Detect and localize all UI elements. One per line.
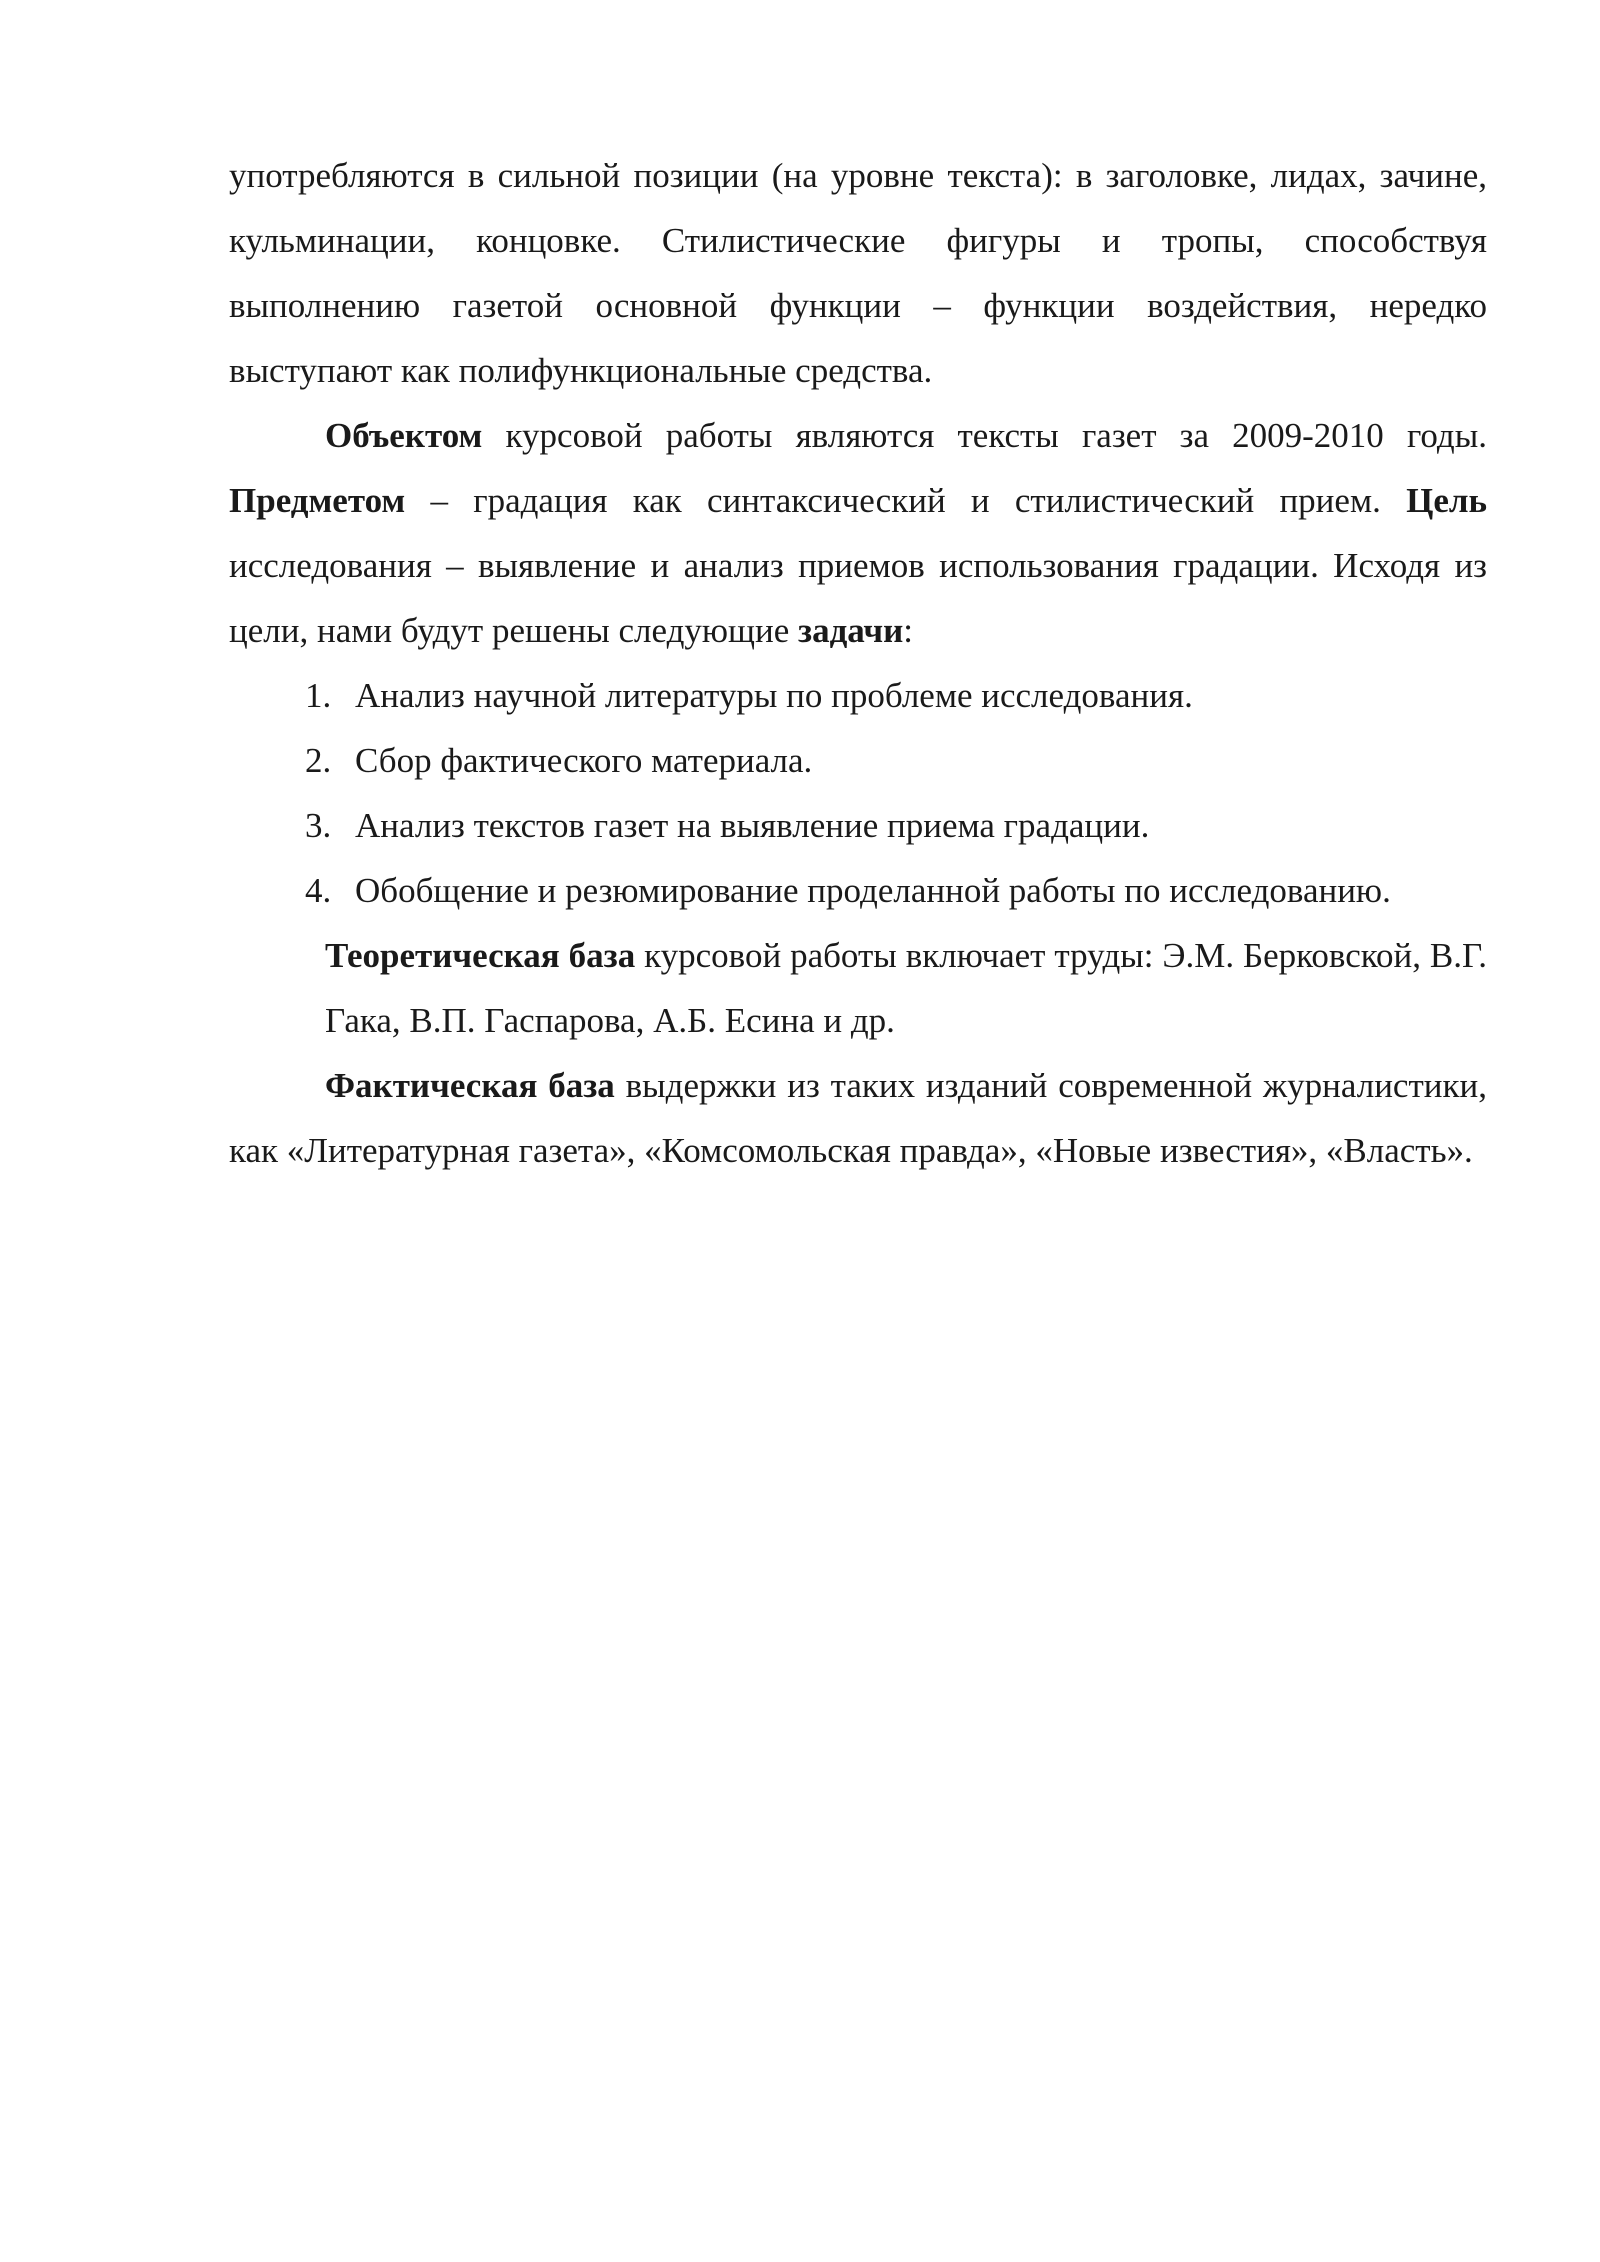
- list-item: [305, 663, 1487, 728]
- paragraph-factual-base: [229, 1053, 1487, 1183]
- list-item: [305, 728, 1487, 793]
- goal-text: исследования – выявление и анализ приемов использования градации. Исходя из цели, нами будут решены следующие: [229, 546, 1487, 650]
- object-text: курсовой работы являются тексты газет за 2009-2010 годы.: [482, 416, 1487, 455]
- document-page: [229, 143, 1487, 1183]
- list-item-number: 4.: [305, 871, 332, 910]
- paragraph-theoretical-base: [325, 923, 1487, 1053]
- list-item: [305, 858, 1487, 923]
- factual-base-text: выдержки из таких изданий современной журналистики, как «Литературная газета», «Комсомольская правда», «Новые известия», «Власть».: [229, 1066, 1487, 1170]
- list-item-text: Обобщение и резюмирование проделанной работы по исследованию.: [355, 871, 1391, 910]
- list-item-text: Анализ научной литературы по проблеме исследования.: [355, 676, 1193, 715]
- tasks-label: задачи: [798, 611, 904, 650]
- list-item-text: Анализ текстов газет на выявление приема градации.: [355, 806, 1150, 845]
- object-label: Объектом: [325, 416, 483, 455]
- list-item-number: 2.: [305, 741, 332, 780]
- tasks-suffix: :: [903, 611, 914, 650]
- list-item-text: Сбор фактического материала.: [355, 741, 813, 780]
- tasks-list: [229, 663, 1487, 923]
- goal-label: Цель: [1406, 481, 1487, 520]
- paragraph-intro: употребляются в сильной позиции (на уровне текста): в заголовке, лидах, зачине, кульминации, концовке. Стилистические фигуры и тропы, способствуя выполнению газетой основной функции – функции воздействия, нередко выступают как полифункциональные средства.: [229, 156, 1487, 390]
- list-item-number: 3.: [305, 806, 332, 845]
- theoretical-base-label: Теоретическая база: [325, 936, 636, 975]
- factual-base-label: Фактическая база: [325, 1066, 615, 1105]
- paragraph-object-subject-goal: [229, 403, 1487, 663]
- subject-text: – градация как синтаксический и стилистический прием.: [405, 481, 1407, 520]
- list-item: [305, 793, 1487, 858]
- theoretical-base-text: курсовой работы включает труды: Э.М. Берковской, В.Г. Гака, В.П. Гаспарова, А.Б. Есина и др.: [325, 936, 1488, 1040]
- list-item-number: 1.: [305, 676, 332, 715]
- subject-label: Предметом: [229, 481, 406, 520]
